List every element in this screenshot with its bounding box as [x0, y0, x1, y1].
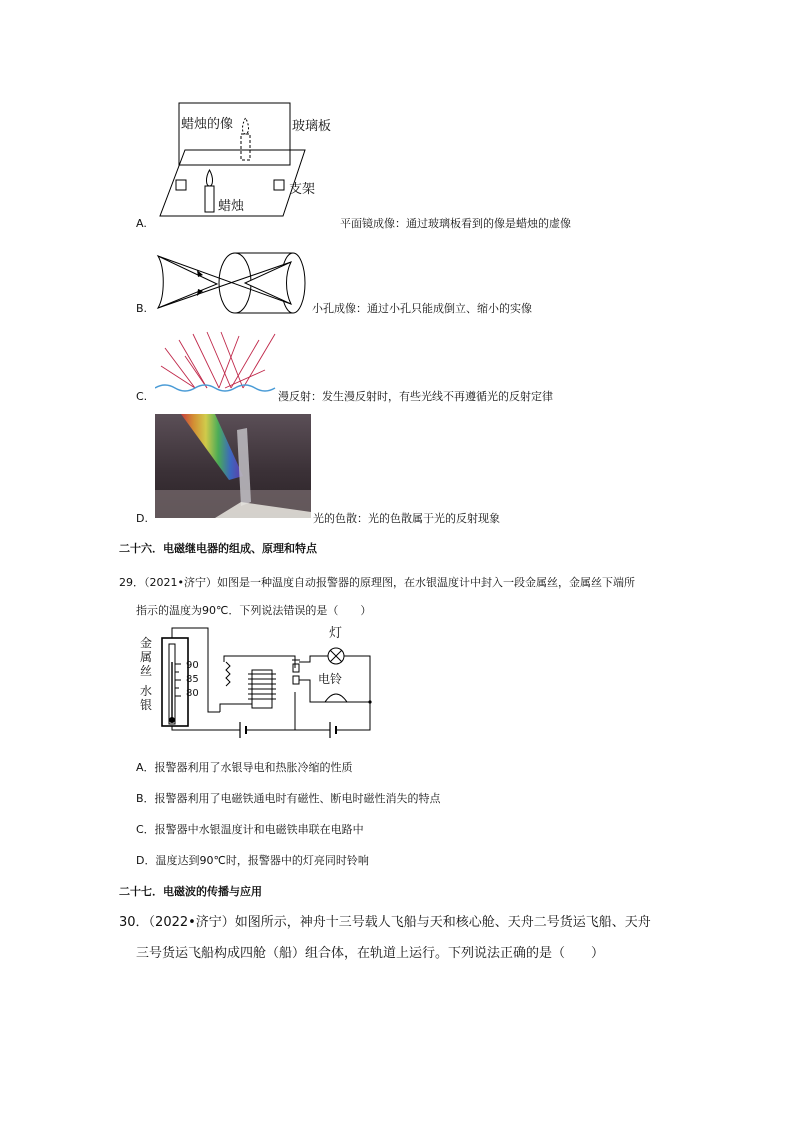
tick-90: 90: [186, 660, 199, 671]
prism-photo: [155, 414, 311, 518]
option-a-label: A.: [136, 217, 147, 230]
option-c-label: C.: [136, 390, 148, 403]
tick-80: 80: [186, 688, 199, 699]
q29-option-c: C．报警器中水银温度计和电磁铁串联在电路中: [136, 823, 364, 836]
mercury-label: 水银: [140, 684, 153, 712]
lamp-label: 灯: [329, 626, 343, 641]
q29-option-d: D．温度达到90℃时，报警器中的灯亮同时铃响: [136, 854, 369, 867]
candle-image-label: 蜡烛的像: [181, 117, 234, 132]
option-d-label: D.: [136, 512, 148, 525]
tick-85: 85: [186, 674, 199, 685]
pinhole-diagram: [155, 248, 313, 318]
metal-wire-label: 金属丝: [140, 636, 153, 678]
q30-line1: 30．（2022•济宁）如图所示，神舟十三号载人飞船与天和核心舱、天舟二号货运飞船、天舟: [119, 915, 651, 930]
glass-plate-label: 玻璃板: [292, 119, 332, 134]
option-b-caption: 小孔成像：通过小孔只能成倒立、缩小的实像: [312, 302, 532, 315]
option-b-label: B.: [136, 302, 148, 315]
q29-line2: 指示的温度为90℃．下列说法错误的是（ ）: [136, 604, 372, 617]
q30-line2: 三号货运飞船构成四舱（船）组合体，在轨道上运行。下列说法正确的是（ ）: [136, 946, 605, 961]
stand-label: 支架: [289, 182, 316, 197]
q29-option-b: B．报警器利用了电磁铁通电时有磁性、断电时磁性消失的特点: [136, 792, 441, 805]
figure-b: [155, 248, 313, 318]
section-27-title: 二十七．电磁波的传播与应用: [119, 885, 262, 898]
option-d-caption: 光的色散：光的色散属于光的反射现象: [313, 512, 500, 525]
section-26-title: 二十六．电磁继电器的组成、原理和特点: [119, 542, 317, 555]
q29-option-a: A．报警器利用了水银导电和热胀冷缩的性质: [136, 761, 353, 774]
candle-label: 蜡烛: [218, 199, 245, 214]
q29-line1: 29．（2021•济宁）如图是一种温度自动报警器的原理图，在水银温度计中封入一段金属丝，金属丝下端所: [119, 576, 635, 589]
figure-c: [155, 330, 280, 398]
option-c-caption: 漫反射：发生漫反射时，有些光线不再遵循光的反射定律: [278, 390, 553, 403]
diffuse-reflection-diagram: [155, 330, 280, 398]
bell-label: 电铃: [318, 672, 343, 686]
option-a-caption: 平面镜成像：通过玻璃板看到的像是蜡烛的虚像: [340, 217, 571, 230]
